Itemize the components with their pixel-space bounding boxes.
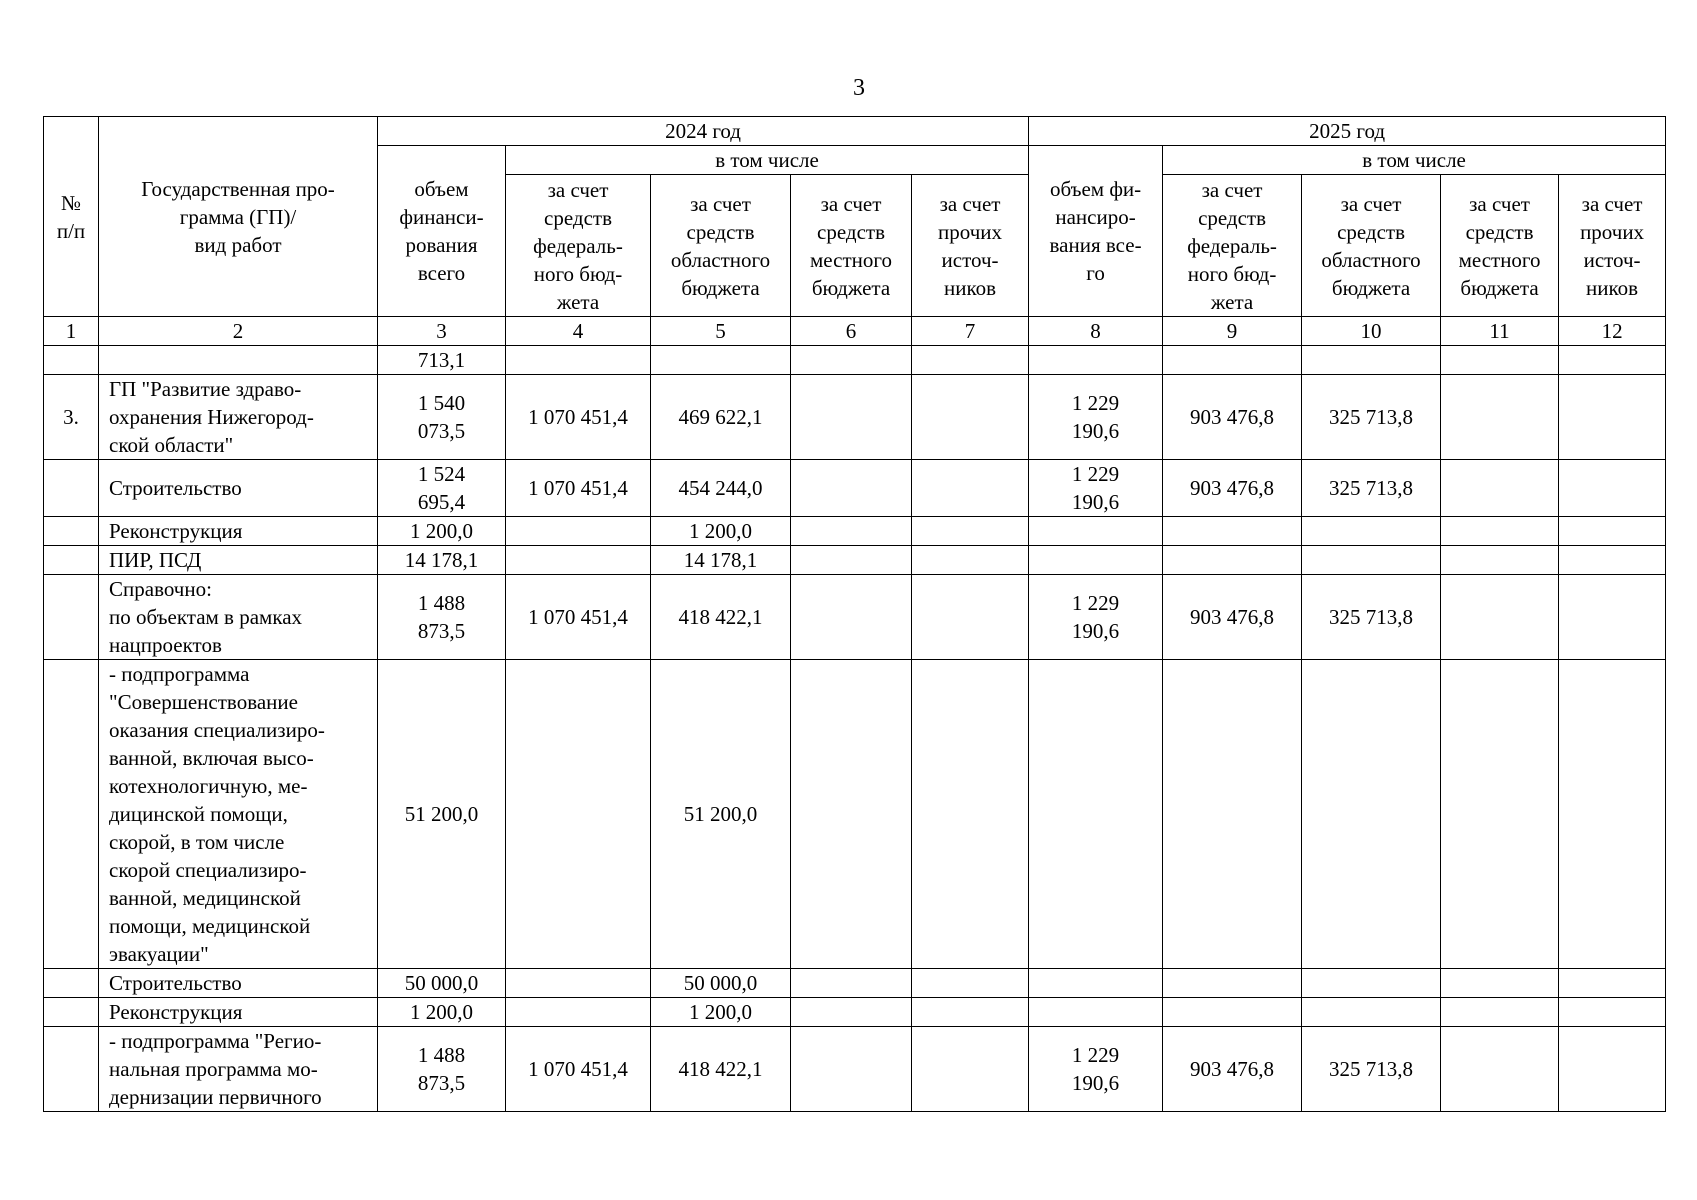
- program-name-cell: ПИР, ПСД: [99, 546, 378, 575]
- amount-cell: [506, 346, 651, 375]
- column-number: 7: [912, 317, 1029, 346]
- amount-cell: 50 000,0: [651, 969, 791, 998]
- amount-cell: 1 200,0: [378, 517, 506, 546]
- amount-cell: 418 422,1: [651, 575, 791, 660]
- amount-cell: [791, 546, 912, 575]
- amount-cell: [1441, 660, 1559, 969]
- header-volume-2025: объем фи- нансиро- вания все- го: [1029, 146, 1163, 317]
- header-year-2024: 2024 год: [378, 117, 1029, 146]
- row-number-cell: [44, 517, 99, 546]
- amount-cell: 325 713,8: [1302, 575, 1441, 660]
- amount-cell: [912, 998, 1029, 1027]
- column-number: 2: [99, 317, 378, 346]
- amount-cell: [912, 346, 1029, 375]
- row-number-cell: [44, 546, 99, 575]
- amount-cell: [1163, 546, 1302, 575]
- row-number-cell: [44, 460, 99, 517]
- amount-cell: [791, 660, 912, 969]
- amount-cell: [651, 346, 791, 375]
- amount-cell: [1559, 660, 1666, 969]
- amount-cell: [1559, 375, 1666, 460]
- row-number-cell: [44, 969, 99, 998]
- amount-cell: 1 524 695,4: [378, 460, 506, 517]
- column-number: 8: [1029, 317, 1163, 346]
- table-row: [44, 517, 1666, 546]
- amount-cell: 1 070 451,4: [506, 375, 651, 460]
- column-number: 5: [651, 317, 791, 346]
- table-row: [44, 546, 1666, 575]
- amount-cell: 469 622,1: [651, 375, 791, 460]
- amount-cell: [791, 375, 912, 460]
- header-in-that-number-2024: в том числе: [506, 146, 1029, 175]
- amount-cell: [1559, 546, 1666, 575]
- amount-cell: [912, 660, 1029, 969]
- column-number: 4: [506, 317, 651, 346]
- amount-cell: [1441, 517, 1559, 546]
- column-number: 10: [1302, 317, 1441, 346]
- amount-cell: [1302, 998, 1441, 1027]
- table-row: [44, 375, 1666, 460]
- amount-cell: [1441, 1027, 1559, 1112]
- table-row: [44, 1027, 1666, 1112]
- amount-cell: [912, 517, 1029, 546]
- page-number: 3: [853, 75, 865, 101]
- amount-cell: [1559, 460, 1666, 517]
- row-number-cell: [44, 575, 99, 660]
- amount-cell: 1 229 190,6: [1029, 575, 1163, 660]
- amount-cell: 1 488 873,5: [378, 1027, 506, 1112]
- budget-table: [43, 116, 1666, 1112]
- amount-cell: [1559, 575, 1666, 660]
- program-name-cell: ГП "Развитие здраво- охранения Нижегород- ской области": [99, 375, 378, 460]
- header-local-2024: за счет средств местного бюджета: [791, 175, 912, 317]
- amount-cell: 713,1: [378, 346, 506, 375]
- amount-cell: [1163, 969, 1302, 998]
- amount-cell: 51 200,0: [378, 660, 506, 969]
- header-federal-2025: за счет средств федераль- ного бюд- жета: [1163, 175, 1302, 317]
- program-name-cell: Строительство: [99, 460, 378, 517]
- amount-cell: 1 229 190,6: [1029, 375, 1163, 460]
- column-number: 9: [1163, 317, 1302, 346]
- program-name-cell: [99, 346, 378, 375]
- amount-cell: [1029, 998, 1163, 1027]
- amount-cell: [1441, 375, 1559, 460]
- row-number-cell: [44, 998, 99, 1027]
- amount-cell: 1 200,0: [378, 998, 506, 1027]
- amount-cell: [506, 517, 651, 546]
- header-volume-2024: объем финанси- рования всего: [378, 146, 506, 317]
- amount-cell: 1 070 451,4: [506, 575, 651, 660]
- header-regional-2025: за счет средств областного бюджета: [1302, 175, 1441, 317]
- amount-cell: [1441, 998, 1559, 1027]
- amount-cell: 1 540 073,5: [378, 375, 506, 460]
- amount-cell: [1559, 998, 1666, 1027]
- amount-cell: [912, 460, 1029, 517]
- row-number-cell: [44, 1027, 99, 1112]
- table-row: [44, 575, 1666, 660]
- amount-cell: [506, 546, 651, 575]
- amount-cell: 51 200,0: [651, 660, 791, 969]
- program-name-cell: Реконструкция: [99, 998, 378, 1027]
- amount-cell: [1029, 969, 1163, 998]
- amount-cell: [791, 346, 912, 375]
- amount-cell: 14 178,1: [378, 546, 506, 575]
- row-number-cell: [44, 660, 99, 969]
- amount-cell: 418 422,1: [651, 1027, 791, 1112]
- amount-cell: [791, 998, 912, 1027]
- amount-cell: 1 200,0: [651, 998, 791, 1027]
- amount-cell: [1029, 660, 1163, 969]
- amount-cell: [912, 969, 1029, 998]
- amount-cell: [1559, 346, 1666, 375]
- amount-cell: 903 476,8: [1163, 375, 1302, 460]
- table-body: [44, 346, 1666, 1112]
- header-federal-2024: за счет средств федераль- ного бюд- жета: [506, 175, 651, 317]
- amount-cell: 1 229 190,6: [1029, 1027, 1163, 1112]
- amount-cell: [791, 460, 912, 517]
- header-local-2025: за счет средств местного бюджета: [1441, 175, 1559, 317]
- amount-cell: [791, 517, 912, 546]
- header-year-2025: 2025 год: [1029, 117, 1666, 146]
- table-row: [44, 998, 1666, 1027]
- header-other-2025: за счет прочих источ- ников: [1559, 175, 1666, 317]
- amount-cell: 903 476,8: [1163, 575, 1302, 660]
- column-number: 3: [378, 317, 506, 346]
- row-number-cell: 3.: [44, 375, 99, 460]
- amount-cell: [1302, 346, 1441, 375]
- row-number-cell: [44, 346, 99, 375]
- amount-cell: 1 070 451,4: [506, 460, 651, 517]
- amount-cell: [1559, 517, 1666, 546]
- program-name-cell: Справочно: по объектам в рамках нацпроектов: [99, 575, 378, 660]
- amount-cell: [506, 969, 651, 998]
- amount-cell: [912, 1027, 1029, 1112]
- amount-cell: [1029, 546, 1163, 575]
- column-number: 6: [791, 317, 912, 346]
- table-row: [44, 660, 1666, 969]
- program-name-cell: - подпрограмма "Регио- нальная программа мо- дернизации первичного: [99, 1027, 378, 1112]
- amount-cell: 1 488 873,5: [378, 575, 506, 660]
- amount-cell: [1302, 546, 1441, 575]
- table-row: [44, 969, 1666, 998]
- amount-cell: [1441, 460, 1559, 517]
- header-other-2024: за счет прочих источ- ников: [912, 175, 1029, 317]
- table-row: [44, 460, 1666, 517]
- amount-cell: [1441, 546, 1559, 575]
- header-regional-2024: за счет средств областного бюджета: [651, 175, 791, 317]
- header-row-number: № п/п: [44, 117, 99, 317]
- amount-cell: 1 070 451,4: [506, 1027, 651, 1112]
- amount-cell: [791, 969, 912, 998]
- amount-cell: [1163, 998, 1302, 1027]
- amount-cell: 325 713,8: [1302, 1027, 1441, 1112]
- amount-cell: 1 229 190,6: [1029, 460, 1163, 517]
- amount-cell: [912, 546, 1029, 575]
- amount-cell: [1163, 660, 1302, 969]
- column-number: 11: [1441, 317, 1559, 346]
- program-name-cell: - подпрограмма "Совершенствование оказания специализиро- ванной, включая высо- котехнологичную, ме- дицинской помощи, скорой, в том числе скорой специализиро- ванной, медицинской помощи, медицинской эвакуации": [99, 660, 378, 969]
- header-program: Государственная про- грамма (ГП)/ вид работ: [99, 117, 378, 317]
- column-number: 1: [44, 317, 99, 346]
- amount-cell: [1163, 517, 1302, 546]
- amount-cell: [1302, 969, 1441, 998]
- table-row: [44, 346, 1666, 375]
- amount-cell: [1441, 575, 1559, 660]
- amount-cell: [791, 1027, 912, 1112]
- amount-cell: [506, 998, 651, 1027]
- amount-cell: 454 244,0: [651, 460, 791, 517]
- header-in-that-number-2025: в том числе: [1163, 146, 1666, 175]
- amount-cell: [1163, 346, 1302, 375]
- amount-cell: 903 476,8: [1163, 1027, 1302, 1112]
- amount-cell: [1302, 517, 1441, 546]
- amount-cell: 14 178,1: [651, 546, 791, 575]
- amount-cell: [791, 575, 912, 660]
- amount-cell: [1441, 346, 1559, 375]
- amount-cell: 325 713,8: [1302, 375, 1441, 460]
- amount-cell: 903 476,8: [1163, 460, 1302, 517]
- amount-cell: [1302, 660, 1441, 969]
- column-number-row: [44, 317, 1666, 346]
- amount-cell: [506, 660, 651, 969]
- column-number: 12: [1559, 317, 1666, 346]
- amount-cell: [1559, 969, 1666, 998]
- program-name-cell: Строительство: [99, 969, 378, 998]
- amount-cell: 1 200,0: [651, 517, 791, 546]
- amount-cell: [912, 375, 1029, 460]
- table-header: [44, 117, 1666, 346]
- amount-cell: [1441, 969, 1559, 998]
- amount-cell: [912, 575, 1029, 660]
- amount-cell: [1559, 1027, 1666, 1112]
- amount-cell: 50 000,0: [378, 969, 506, 998]
- program-name-cell: Реконструкция: [99, 517, 378, 546]
- amount-cell: [1029, 346, 1163, 375]
- amount-cell: [1029, 517, 1163, 546]
- amount-cell: 325 713,8: [1302, 460, 1441, 517]
